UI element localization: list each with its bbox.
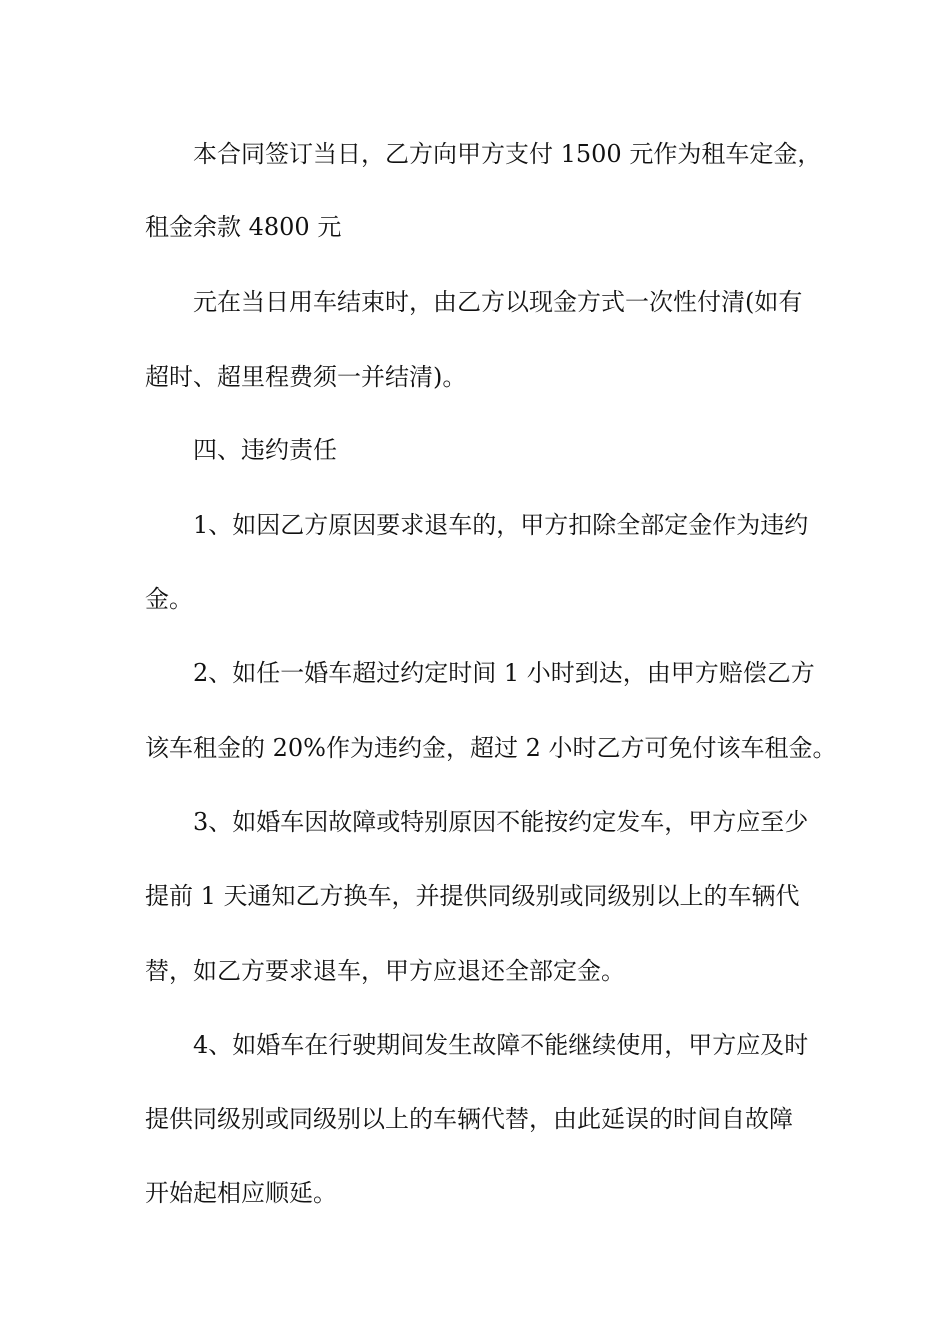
clause-2-line-2: 该车租金的 20%作为违约金，超过 2 小时乙方可免付该车租金。 <box>145 734 837 762</box>
clause-1-line-2: 金。 <box>145 585 193 613</box>
clause-4-line-1: 4、如婚车在行驶期间发生故障不能继续使用，甲方应及时 <box>193 1031 809 1059</box>
clause-4-line-2: 提供同级别或同级别以上的车辆代替，由此延误的时间自故障 <box>145 1105 793 1133</box>
clause-3-line-1: 3、如婚车因故障或特别原因不能按约定发车，甲方应至少 <box>193 808 809 836</box>
clause-2-line-1: 2、如任一婚车超过约定时间 1 小时到达，由甲方赔偿乙方 <box>193 659 815 687</box>
paragraph-line-balance: 租金余款 4800 元 <box>145 213 342 241</box>
paragraph-line-deposit: 本合同签订当日，乙方向甲方支付 1500 元作为租车定金， <box>193 140 822 168</box>
clause-3-line-2: 提前 1 天通知乙方换车，并提供同级别或同级别以上的车辆代 <box>145 882 800 910</box>
clause-1-line-1: 1、如因乙方原因要求退车的，甲方扣除全部定金作为违约 <box>193 511 809 539</box>
paragraph-line-settlement: 超时、超里程费须一并结清)。 <box>145 363 467 391</box>
paragraph-line-payment: 元在当日用车结束时，由乙方以现金方式一次性付清(如有 <box>193 288 803 316</box>
clause-3-line-3: 替，如乙方要求退车，甲方应退还全部定金。 <box>145 957 625 985</box>
clause-4-line-3: 开始起相应顺延。 <box>145 1179 337 1207</box>
section-heading: 四、违约责任 <box>193 436 337 464</box>
